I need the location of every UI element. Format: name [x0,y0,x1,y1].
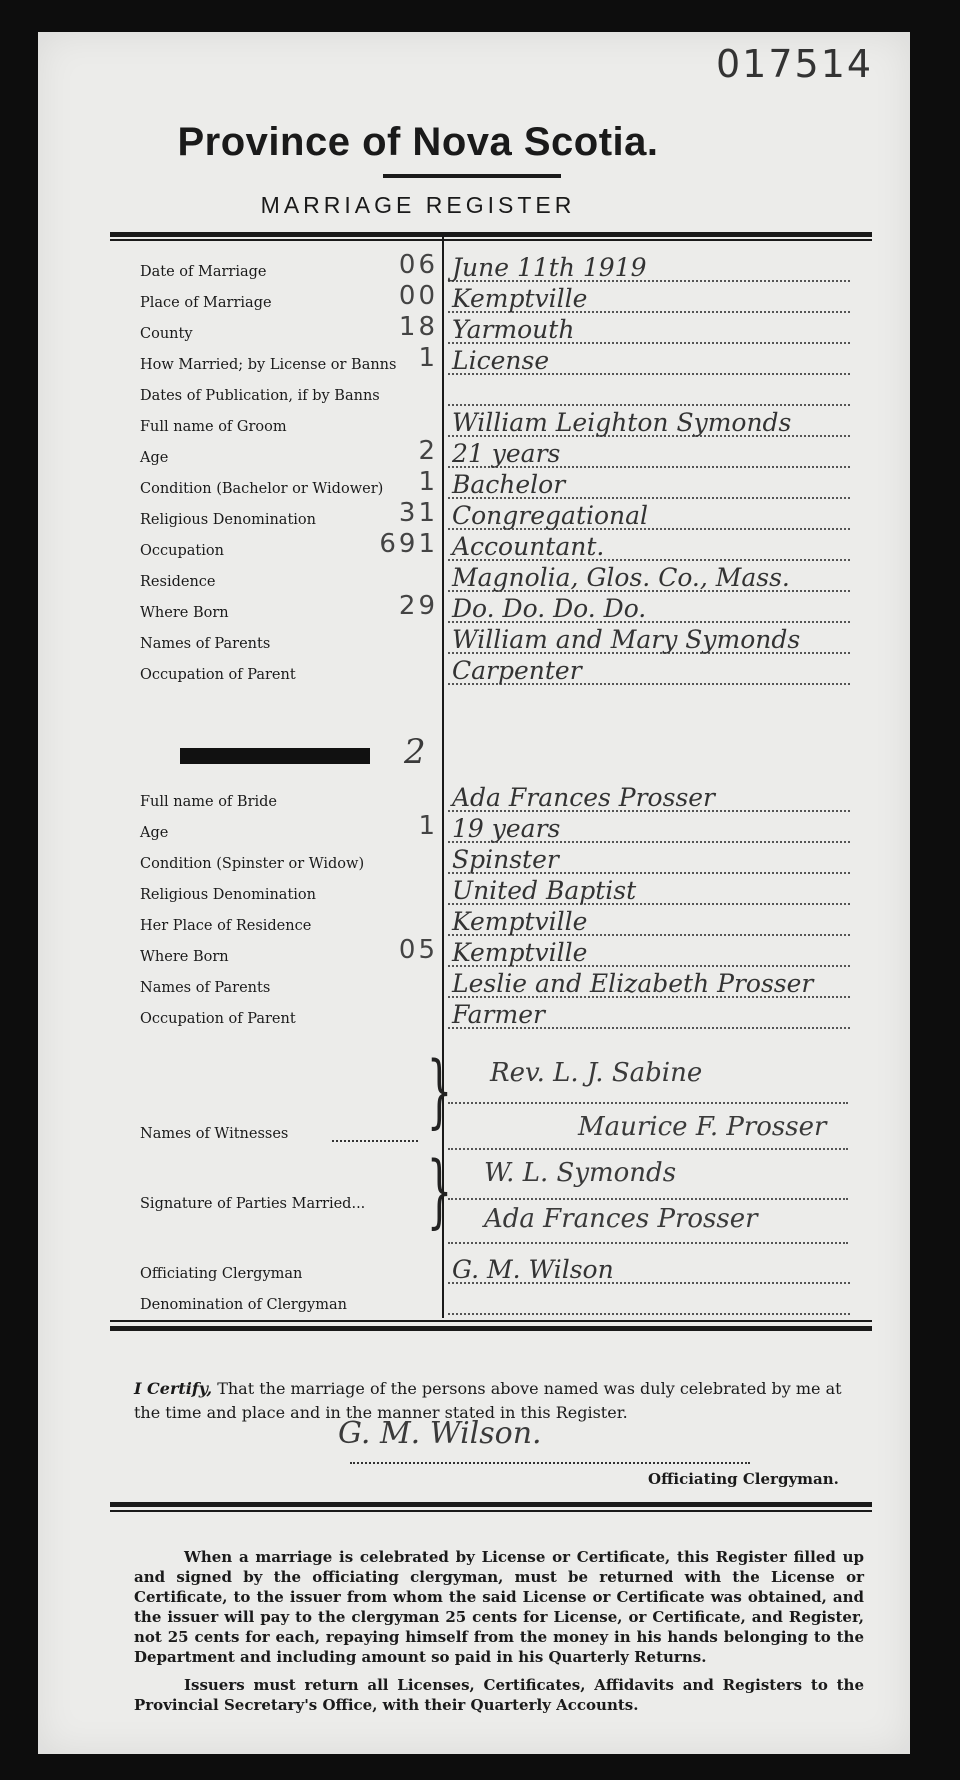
field-code: 1 [418,467,438,497]
signature-groom: W. L. Symonds [484,1158,677,1188]
field-label: County [140,326,193,342]
field-label: Dates of Publication, if by Banns [140,388,380,404]
field-label: Occupation of Parent [140,1011,296,1027]
field-value: Ada Frances Prosser [452,783,716,812]
form-row [110,875,910,909]
form-row [110,562,910,596]
field-value: Spinster [452,845,559,874]
top-divider [110,232,872,237]
field-label: Condition (Bachelor or Widower) [140,481,384,497]
form-row [110,314,910,348]
title-divider [383,174,561,178]
field-label: Occupation of Parent [140,667,296,683]
witnesses-label: Names of Witnesses [140,1126,289,1142]
field-code: 691 [379,529,438,559]
field-label: Her Place of Residence [140,918,312,934]
form-row [110,283,910,317]
form-row [110,345,910,379]
field-value: United Baptist [452,876,637,905]
form-row [110,407,910,441]
form-row [110,500,910,534]
field-value: Kemptville [452,284,588,313]
field-code: 1 [418,811,438,841]
instruction-2: Issuers must return all Licenses, Certificates, Affidavits and Registers to the Provincial Secretary's Office, with their Quarterly Accounts. [134,1676,864,1714]
field-label: Date of Marriage [140,264,267,280]
certify-divider-top [110,1320,872,1322]
field-value: Yarmouth [452,315,575,344]
field-value: Magnolia, Glos. Co., Mass. [452,563,790,592]
field-label: Names of Parents [140,980,271,996]
form-row [110,624,910,658]
field-code: 1 [418,343,438,373]
field-value: 19 years [452,814,561,843]
notes-divider [110,1502,872,1507]
field-code: 00 [398,281,438,311]
certify-signature: G. M. Wilson. [338,1416,542,1451]
form-row [110,531,910,565]
witnesses-brace: } [426,1044,453,1137]
certify-caption: Officiating Clergyman. [648,1470,839,1488]
field-label: Full name of Groom [140,419,287,435]
field-label: Residence [140,574,216,590]
witness-line-1 [448,1102,848,1104]
field-value: William Leighton Symonds [452,408,792,437]
form-row [110,1285,910,1319]
form-row [110,376,910,410]
form-row [110,1254,910,1288]
field-code: 29 [398,591,438,621]
bride-marker: 2 [404,732,426,772]
witness-2: Maurice F. Prosser [578,1112,827,1142]
form-row [110,782,910,816]
form-row [110,438,910,472]
field-label: Denomination of Clergyman [140,1297,347,1313]
top-divider-thin [110,239,872,241]
field-value: Kemptville [452,907,588,936]
register-form [38,32,910,1754]
certify-signature-line [350,1462,750,1464]
notes-divider-thin [110,1510,872,1512]
witness-line-2 [448,1148,848,1150]
field-value: Leslie and Elizabeth Prosser [452,969,814,998]
form-row [110,813,910,847]
form-title: Province of Nova Scotia. [177,120,659,164]
form-row [110,999,910,1033]
entry-line [448,404,850,406]
field-label: Names of Parents [140,636,271,652]
signature-line-1 [448,1198,848,1200]
form-row [110,655,910,689]
field-label: Full name of Bride [140,794,277,810]
field-value: Do. Do. Do. Do. [452,594,647,623]
field-value: Bachelor [452,470,566,499]
field-label: Where Born [140,605,229,621]
field-label: Condition (Spinster or Widow) [140,856,365,872]
field-label: How Married; by License or Banns [140,357,397,373]
form-row [110,593,910,627]
form-row [110,844,910,878]
field-value: Congregational [452,501,649,530]
form-row [110,937,910,971]
field-value: Kemptville [452,938,588,967]
field-value: Accountant. [452,532,605,561]
field-code: 05 [398,935,438,965]
entry-line [448,1313,850,1315]
serial-number: 017514 [716,42,874,86]
field-value: June 11th 1919 [452,253,647,282]
form-row [110,968,910,1002]
field-label: Age [140,450,169,466]
witness-1: Rev. L. J. Sabine [490,1058,703,1088]
field-label: Where Born [140,949,229,965]
form-subtitle: MARRIAGE REGISTER [260,192,576,218]
form-row [110,906,910,940]
field-value: 21 years [452,439,561,468]
field-value: William and Mary Symonds [452,625,801,654]
field-code: 31 [398,498,438,528]
field-label: Age [140,825,169,841]
signatures-brace: } [426,1144,453,1237]
certify-divider-top-thick [110,1326,872,1331]
field-label: Religious Denomination [140,887,316,903]
field-code: 06 [398,250,438,280]
instruction-1: When a marriage is celebrated by License or Certificate, this Register filled up and signed by the officiating clergyman, must be returned with the License or Certificate, to the issuer from whom the said License or Certificate was obtained, and the issuer will pay to the clergyman 25 cents for License, or Certificate, and Register, not 25 cents for each, repaying himself from the money in his hands belonging to the Department and including amount so paid in his Quarterly Returns. [134,1548,864,1666]
field-label: Place of Marriage [140,295,272,311]
certify-text: That the marriage of the persons above named was duly celebrated by me at the time and place and in the manner stated in this Register. [134,1379,842,1422]
field-value: G. M. Wilson [452,1255,614,1284]
field-label: Occupation [140,543,224,559]
field-value: Carpenter [452,656,582,685]
signatures-label: Signature of Parties Married... [140,1196,366,1212]
form-row [110,252,910,286]
witnesses-leader [332,1140,418,1142]
section-bar [180,748,370,764]
field-label: Officiating Clergyman [140,1266,303,1282]
field-value: Farmer [452,1000,545,1029]
instructions [134,1547,864,1723]
signature-bride: Ada Frances Prosser [484,1204,758,1234]
form-row [110,469,910,503]
field-code: 2 [418,436,438,466]
signature-line-2 [448,1242,848,1244]
field-value: License [452,346,550,375]
field-code: 18 [398,312,438,342]
certify-lead: I Certify, [134,1379,213,1398]
field-label: Religious Denomination [140,512,316,528]
